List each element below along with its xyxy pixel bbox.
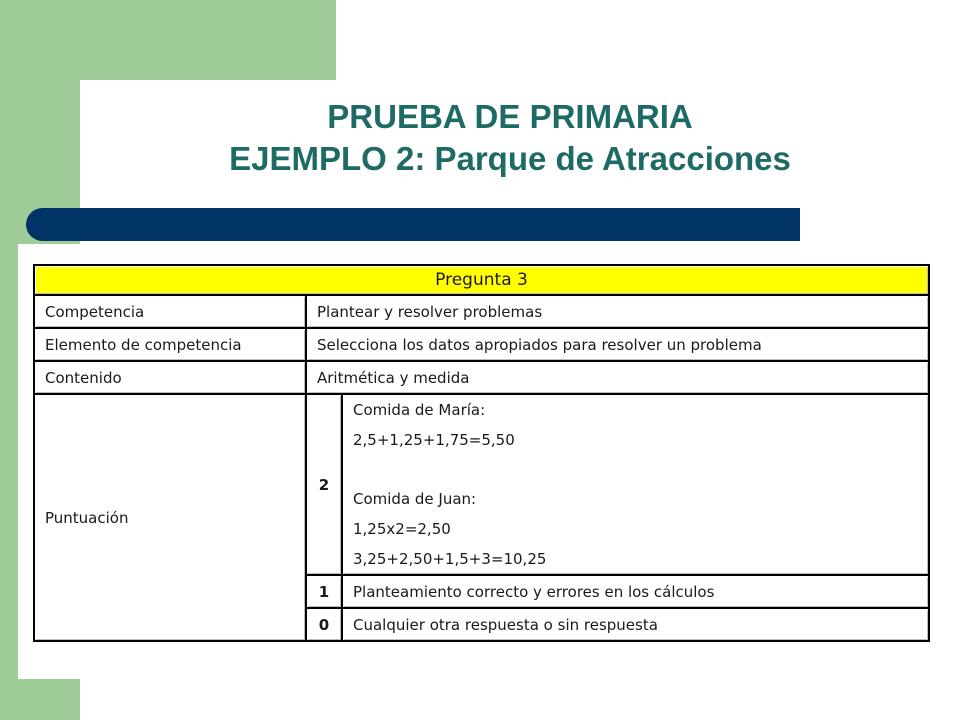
score-1-text: Planteamiento correcto y errores en los cálculos bbox=[342, 575, 929, 608]
score-value-0: 0 bbox=[306, 608, 342, 641]
question-rubric-table bbox=[33, 264, 930, 642]
score-2-line-5: 1,25x2=2,50 bbox=[353, 520, 451, 538]
row-label-elemento: Elemento de competencia bbox=[34, 328, 306, 361]
decorative-blue-bar bbox=[26, 208, 800, 241]
score-0-text: Cualquier otra respuesta o sin respuesta bbox=[342, 608, 929, 641]
table-row bbox=[34, 328, 929, 361]
score-2-line-4: Comida de Juan: bbox=[353, 490, 477, 508]
row-value-contenido: Aritmética y medida bbox=[306, 361, 929, 394]
slide-title bbox=[80, 96, 940, 180]
score-value-1: 1 bbox=[306, 575, 342, 608]
score-2-line-1: Comida de María: bbox=[353, 401, 486, 419]
table-row-scoring-2 bbox=[34, 394, 929, 575]
table-row bbox=[34, 361, 929, 394]
slide-title-line-2: EJEMPLO 2: Parque de Atracciones bbox=[229, 140, 791, 177]
score-value-2: 2 bbox=[306, 394, 342, 575]
score-2-line-6: 3,25+2,50+1,5+3=10,25 bbox=[353, 550, 547, 568]
slide-title-line-1: PRUEBA DE PRIMARIA bbox=[327, 98, 693, 135]
score-2-line-2: 2,5+1,25+1,75=5,50 bbox=[353, 431, 515, 449]
table-header-question: Pregunta 3 bbox=[34, 265, 929, 295]
decorative-green-top-band bbox=[0, 0, 336, 80]
score-2-detail bbox=[342, 394, 929, 575]
row-label-contenido: Contenido bbox=[34, 361, 306, 394]
row-value-competencia: Plantear y resolver problemas bbox=[306, 295, 929, 328]
score-2-spacer bbox=[353, 455, 918, 484]
row-value-elemento: Selecciona los datos apropiados para resolver un problema bbox=[306, 328, 929, 361]
question-table-image bbox=[18, 244, 943, 679]
table-row bbox=[34, 295, 929, 328]
row-label-puntuacion: Puntuación bbox=[34, 394, 306, 641]
row-label-competencia: Competencia bbox=[34, 295, 306, 328]
